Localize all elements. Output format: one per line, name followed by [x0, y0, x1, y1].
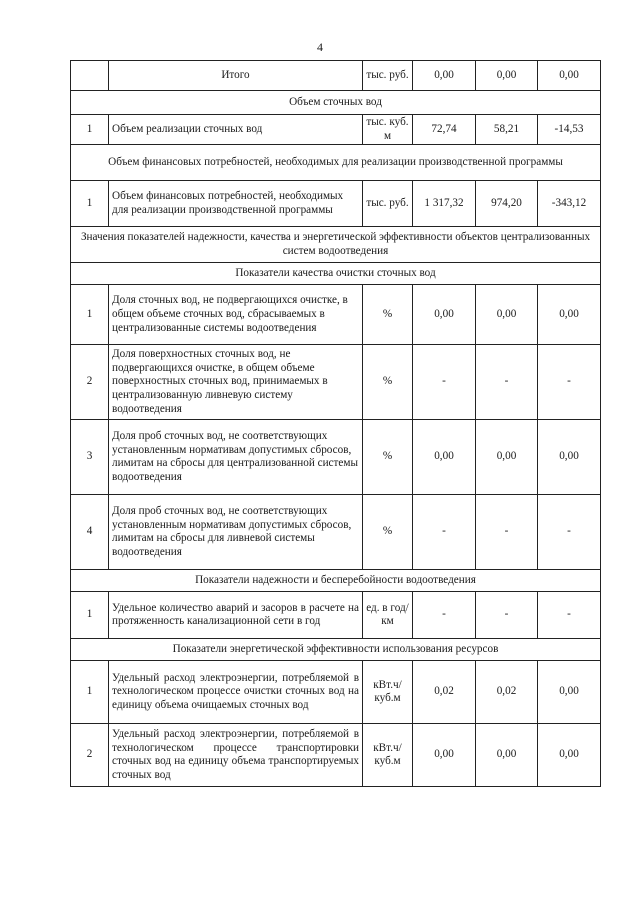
row-value-1: 72,74: [413, 115, 476, 145]
table-row: [71, 661, 601, 724]
row-value-3: 0,00: [538, 420, 601, 495]
section-title: Значения показателей надежности, качества и энергетической эффективности объектов централизованных систем водоотведения: [71, 227, 601, 263]
row-value-1: 0,00: [413, 724, 476, 787]
row-value-2: 0,02: [476, 661, 538, 724]
row-value-3: -: [538, 345, 601, 420]
row-number: 1: [71, 661, 109, 724]
row-value-1: 0,00: [413, 61, 476, 91]
section-title: Показатели качества очистки сточных вод: [71, 263, 601, 285]
table-row: [71, 495, 601, 570]
indicators-table: [70, 60, 601, 787]
table-row: [71, 592, 601, 639]
section-title: Объем финансовых потребностей, необходимых для реализации производственной программы: [71, 145, 601, 181]
row-name: Доля сточных вод, не подвергающихся очистке, в общем объеме сточных вод, сбрасываемых в централизованные системы водоотведения: [109, 285, 363, 345]
row-name: Удельный расход электроэнергии, потребляемой в технологическом процессе очистки сточных вод на единицу объема очищаемых сточных вод: [109, 661, 363, 724]
row-value-3: 0,00: [538, 61, 601, 91]
section-row: [71, 91, 601, 115]
row-value-1: -: [413, 592, 476, 639]
row-number: 1: [71, 285, 109, 345]
table-row: [71, 345, 601, 420]
row-value-2: -: [476, 495, 538, 570]
row-value-2: 58,21: [476, 115, 538, 145]
row-number: 1: [71, 592, 109, 639]
row-value-3: 0,00: [538, 724, 601, 787]
row-unit: %: [363, 495, 413, 570]
row-unit: ед. в год/ км: [363, 592, 413, 639]
row-value-2: 974,20: [476, 181, 538, 227]
row-number: 4: [71, 495, 109, 570]
page-number: 4: [317, 40, 323, 54]
row-unit: %: [363, 420, 413, 495]
row-value-1: 0,02: [413, 661, 476, 724]
row-unit: тыс. руб.: [363, 181, 413, 227]
section-title: Показатели надежности и бесперебойности водоотведения: [71, 570, 601, 592]
table-row: [71, 61, 601, 91]
row-value-3: -: [538, 495, 601, 570]
section-title: Показатели энергетической эффективности использования ресурсов: [71, 639, 601, 661]
row-name: Объем реализации сточных вод: [109, 115, 363, 145]
row-unit: %: [363, 285, 413, 345]
section-row: [71, 570, 601, 592]
row-unit: тыс. куб. м: [363, 115, 413, 145]
row-number: 2: [71, 724, 109, 787]
row-number: 3: [71, 420, 109, 495]
row-unit: тыс. руб.: [363, 61, 413, 91]
row-name: Удельное количество аварий и засоров в расчете на протяженность канализационной сети в год: [109, 592, 363, 639]
row-value-1: 0,00: [413, 420, 476, 495]
row-value-2: 0,00: [476, 420, 538, 495]
section-row: [71, 227, 601, 263]
row-value-3: 0,00: [538, 661, 601, 724]
row-unit: кВт.ч/ куб.м: [363, 724, 413, 787]
row-value-1: -: [413, 495, 476, 570]
row-value-2: 0,00: [476, 285, 538, 345]
row-value-1: 1 317,32: [413, 181, 476, 227]
row-name: Удельный расход электроэнергии, потребляемой в технологическом процессе транспортировки сточных вод на единицу объема транспортируемых сточных вод: [109, 724, 363, 787]
section-row: [71, 263, 601, 285]
row-unit: %: [363, 345, 413, 420]
row-value-2: 0,00: [476, 61, 538, 91]
row-name: Доля проб сточных вод, не соответствующих установленным нормативам допустимых сбросов, лимитам на сбросы для централизованной системы водоотведения: [109, 420, 363, 495]
row-number: 1: [71, 115, 109, 145]
table-row: [71, 724, 601, 787]
row-value-3: 0,00: [538, 285, 601, 345]
table-row: [71, 285, 601, 345]
row-name: Доля поверхностных сточных вод, не подвергающихся очистке, в общем объеме поверхностных сточных вод, принимаемых в централизованную ливневую систему водоотведения: [109, 345, 363, 420]
row-value-3: -: [538, 592, 601, 639]
row-value-2: -: [476, 592, 538, 639]
row-value-3: -343,12: [538, 181, 601, 227]
section-title: Объем сточных вод: [71, 91, 601, 115]
row-value-1: -: [413, 345, 476, 420]
row-number: 1: [71, 181, 109, 227]
row-value-1: 0,00: [413, 285, 476, 345]
table-row: [71, 420, 601, 495]
row-value-2: 0,00: [476, 724, 538, 787]
row-name: Доля проб сточных вод, не соответствующих установленным нормативам допустимых сбросов, лимитам на сбросы для ливневой системы водоотведения: [109, 495, 363, 570]
section-row: [71, 639, 601, 661]
row-number: [71, 61, 109, 91]
row-number: 2: [71, 345, 109, 420]
table-row: [71, 181, 601, 227]
table-row: [71, 115, 601, 145]
row-name: Объем финансовых потребностей, необходимых для реализации производственной программы: [109, 181, 363, 227]
row-value-2: -: [476, 345, 538, 420]
section-row: [71, 145, 601, 181]
row-value-3: -14,53: [538, 115, 601, 145]
row-name: Итого: [109, 61, 363, 91]
row-unit: кВт.ч/ куб.м: [363, 661, 413, 724]
